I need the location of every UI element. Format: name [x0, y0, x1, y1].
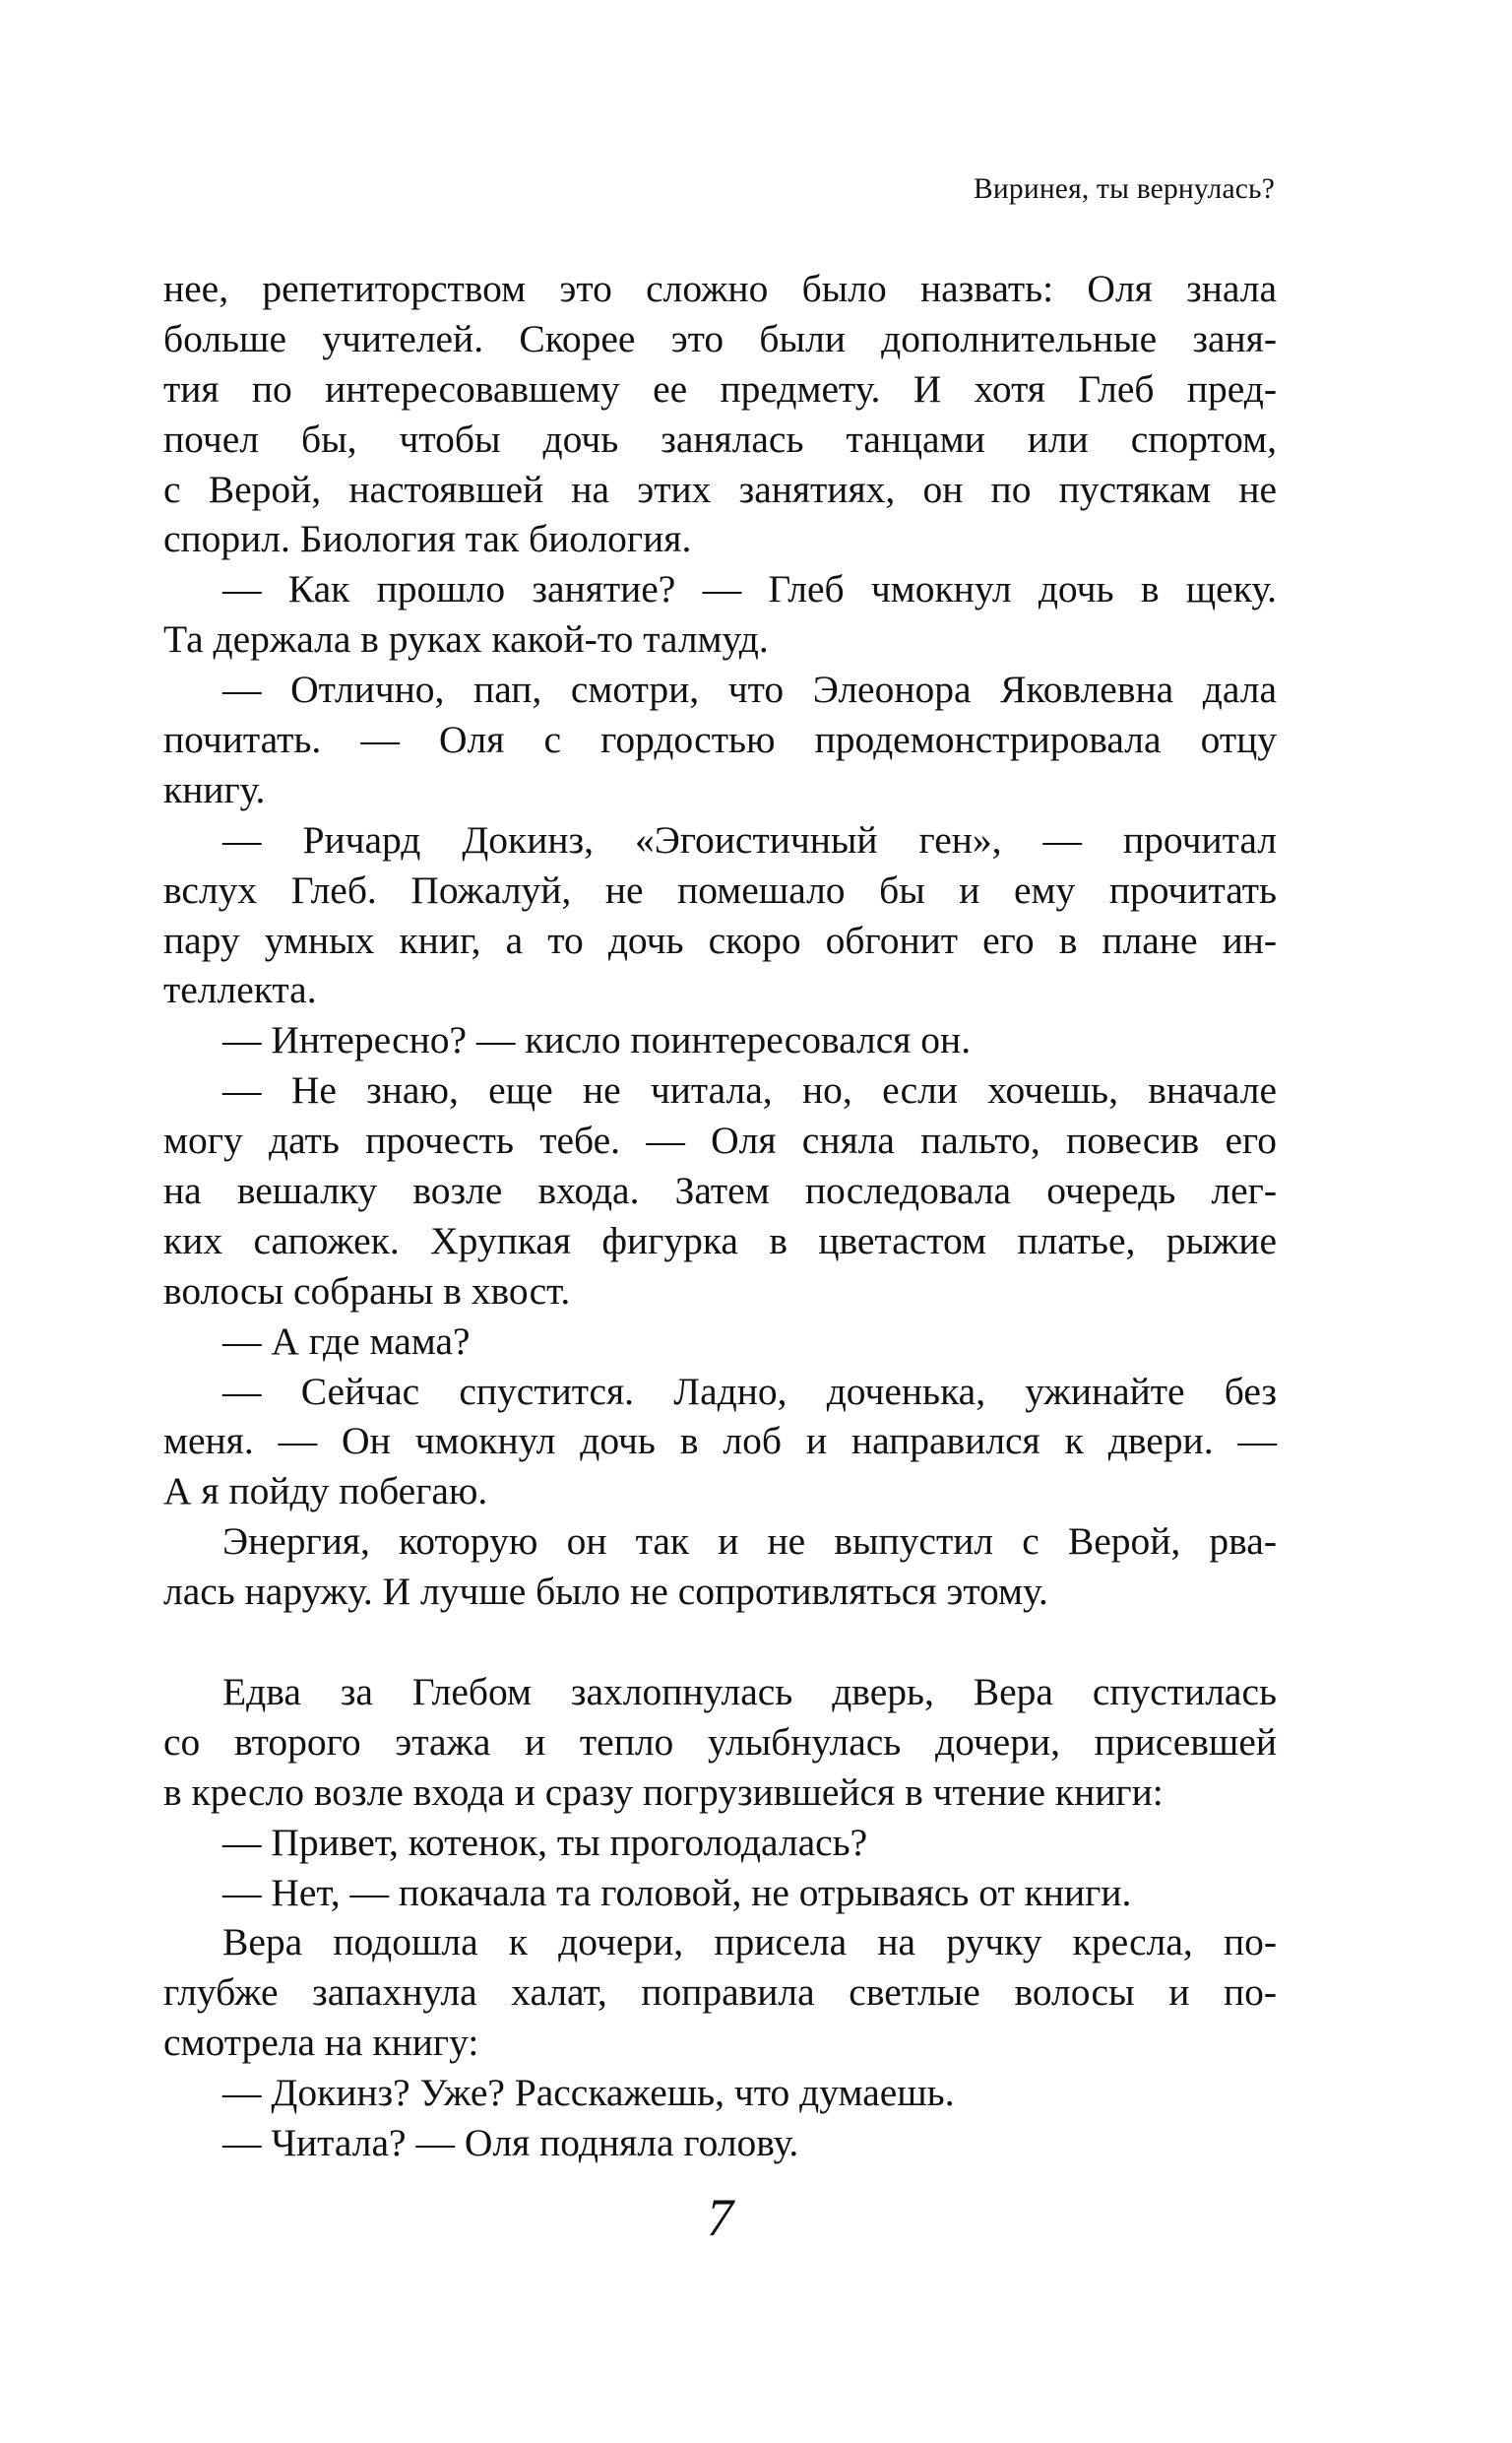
text-line: нее, репетиторством это сложно было назвать: Оля знала: [163, 267, 1277, 310]
text-line: спорил. Биология так биология.: [163, 517, 692, 561]
text-line: смотрела на книгу:: [163, 2021, 479, 2065]
text-block-1: [163, 264, 1277, 1617]
text-line: в кресло возле входа и сразу погрузившейся в чтение книги:: [163, 1769, 1164, 1814]
text-line: — Нет, — покачала та головой, не отрываясь от книги.: [222, 1870, 1132, 1914]
text-line: теллекта.: [163, 968, 317, 1012]
text-line: вслух Глеб. Пожалуй, не помешало бы и ему прочитать: [163, 868, 1277, 912]
text-line: глубже запахнула халат, поправила светлые волосы и по-: [163, 1970, 1277, 2015]
text-line: — Привет, котенок, ты проголодалась?: [222, 1820, 868, 1864]
text-line: — Читала? — Оля подняла голову.: [222, 2121, 799, 2165]
text-line: — Докинз? Уже? Расскажешь, что думаешь.: [222, 2071, 955, 2115]
page-number: 7: [707, 2188, 733, 2247]
text-line: тия по интересовавшему ее предмету. И хотя Глеб пред-: [163, 366, 1277, 411]
text-line: волосы собраны в хвост.: [163, 1268, 571, 1313]
text-line: — Как прошло занятие? — Глеб чмокнул дочь в щеку.: [222, 567, 1277, 611]
text-line: — Интересно? — кисло поинтересовался он.: [222, 1018, 972, 1062]
text-line: лась наружу. И лучше было не сопротивляться этому.: [163, 1570, 1048, 1614]
text-line: пару умных книг, а то дочь скоро обгонит его в плане ин-: [163, 918, 1277, 962]
text-line: — А где мама?: [222, 1318, 471, 1363]
text-line: почел бы, чтобы дочь занялась танцами или спортом,: [163, 417, 1277, 461]
text-line: могу дать прочесть тебе. — Оля сняла пальто, повесив его: [163, 1119, 1277, 1163]
text-line: — Ричард Докинз, «Эгоистичный ген», — прочитал: [222, 817, 1277, 862]
text-line: Едва за Глебом захлопнулась дверь, Вера спустилась: [222, 1670, 1277, 1713]
text-line: книгу.: [163, 767, 266, 811]
running-header: Виринея, ты вернулась?: [974, 173, 1275, 205]
text-line: Вера подошла к дочери, присела на ручку кресла, по-: [222, 1920, 1277, 1964]
text-line: больше учителей. Скорее это были дополнительные заня-: [163, 316, 1277, 360]
text-block-2: [163, 1667, 1277, 2168]
text-line: — Отлично, пап, смотри, что Элеонора Яковлевна дала: [222, 668, 1277, 712]
text-line: Та держала в руках какой-то талмуд.: [163, 617, 769, 662]
text-line: с Верой, настоявшей на этих занятиях, он по пустякам не: [163, 467, 1277, 511]
text-line: А я пойду побегаю.: [163, 1469, 488, 1513]
text-line: на вешалку возле входа. Затем последовала очередь лег-: [163, 1169, 1277, 1213]
text-line: — Не знаю, еще не читала, но, если хочешь, вначале: [222, 1068, 1277, 1113]
text-line: — Сейчас спустится. Ладно, доченька, ужинайте без: [222, 1369, 1277, 1413]
text-line: почитать. — Оля с гордостью продемонстрировала отцу: [163, 718, 1277, 762]
text-line: со второго этажа и тепло улыбнулась дочери, присевшей: [163, 1719, 1277, 1764]
text-line: меня. — Он чмокнул дочь в лоб и направился к двери. —: [163, 1419, 1277, 1463]
text-line: Энергия, которую он так и не выпустил с Верой, рва-: [222, 1519, 1277, 1564]
text-line: ких сапожек. Хрупкая фигурка в цветастом платье, рыжие: [163, 1218, 1277, 1262]
